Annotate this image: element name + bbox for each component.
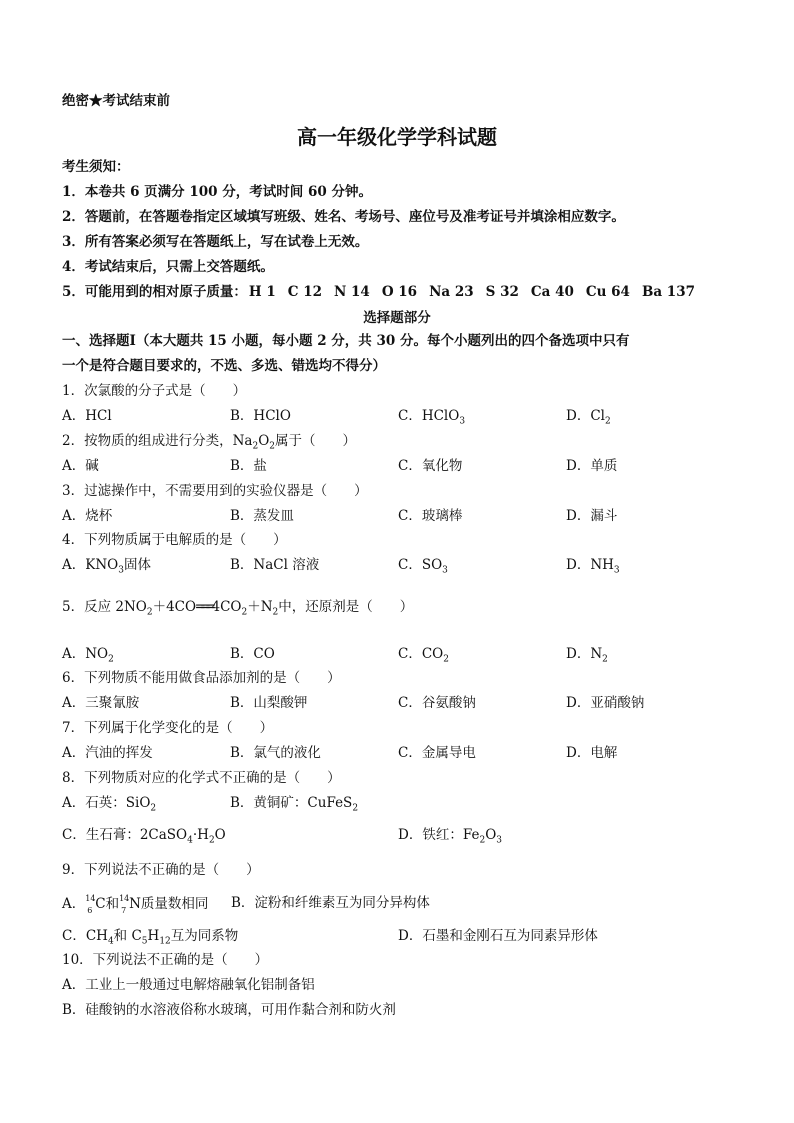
question-stem: 6．下列物质不能用做食品添加剂的是（ ） [62, 670, 341, 686]
option-b: B．黄铜矿：CuFeS$_2$ [230, 795, 359, 814]
masses-label: 5．可能用到的相对原子质量： [62, 284, 247, 300]
notice-item: 4．考试结束后，只需上交答题纸。 [62, 259, 274, 275]
option-b: B．HClO [230, 408, 291, 424]
question-stem: 10．下列说法不正确的是（ ） [62, 952, 269, 968]
isotope-notation: 14 6 [85, 894, 96, 915]
reaction-arrow: ═══ [196, 599, 212, 615]
option-b: B．蒸发皿 [230, 508, 294, 524]
option-d: D．石墨和金刚石互为同素异形体 [398, 928, 598, 944]
option-c: C．谷氨酸钠 [398, 695, 476, 711]
confidential-label: 绝密★考试结束前 [62, 93, 170, 109]
mass-cu: Cu 64 [585, 284, 630, 300]
question-stem: 7．下列属于化学变化的是（ ） [62, 720, 274, 736]
option-c: C．金属导电 [398, 745, 476, 761]
question-stem: 2．按物质的组成进行分类，$Na_2O_2$属于（ ） [62, 433, 356, 452]
option-b: B．硅酸钠的水溶液俗称水玻璃，可用作黏合剂和防火剂 [62, 1002, 396, 1018]
notice-item: 2．答题前，在答题卷指定区域填写班级、姓名、考场号、座位号及准考证号并填涂相应数字。 [62, 209, 625, 225]
option-d: D．$NH_3$ [566, 557, 620, 576]
option-c: C．玻璃棒 [398, 508, 463, 524]
option-a: A．烧杯 [62, 508, 113, 524]
option-c: C．$CH_4$和 $C_5H_{12}$互为同系物 [62, 928, 239, 947]
notice-item: 3．所有答案必须写在答题纸上，写在试卷上无效。 [62, 234, 369, 250]
option-b: B．CO [230, 646, 275, 662]
option-d: D．漏斗 [566, 508, 618, 524]
question-stem: 4．下列物质属于电解质的是（ ） [62, 532, 287, 548]
option-b: B．NaCl 溶液 [230, 557, 320, 573]
option-a: A．石英：SiO$_2$ [62, 795, 157, 814]
option-a: A．碱 [62, 458, 99, 474]
mass-ca: Ca 40 [530, 284, 574, 300]
section-title: 选择题部分 [363, 310, 431, 326]
option-c: C．HClO$_3$ [398, 408, 466, 427]
mass-o: O 16 [381, 284, 418, 300]
option-d: D．单质 [566, 458, 618, 474]
option-a: A．$KNO_3$固体 [62, 557, 151, 576]
isotope-notation: 14 7 [119, 894, 130, 915]
mass-n: N 14 [334, 284, 370, 300]
option-b: B．氯气的液化 [230, 745, 321, 761]
option-b: B．盐 [230, 458, 267, 474]
page-title: 高一年级化学学科试题 [297, 125, 497, 149]
option-c: C．$SO_3$ [398, 557, 448, 576]
option-c: C．氧化物 [398, 458, 463, 474]
option-d: D．亚硝酸钠 [566, 695, 645, 711]
option-c: C．生石膏：$2CaSO_4\cdot H_2O$ [62, 827, 226, 846]
option-a: A．$NO_2$ [62, 646, 114, 665]
mass-c: C 12 [287, 284, 322, 300]
question-stem: 5．反应 $2NO_2+4CO═══4CO_2+N_2$中，还原剂是（ ） [62, 599, 414, 618]
option-d: D．铁红：$Fe_2O_3$ [398, 827, 502, 846]
option-d: D．$N_2$ [566, 646, 608, 665]
option-a: A．工业上一般通过电解熔融氧化铝制备铝 [62, 977, 315, 993]
option-d: D．电解 [566, 745, 618, 761]
option-a: A．HCl [62, 408, 112, 424]
question-stem: 3．过滤操作中，不需要用到的实验仪器是（ ） [62, 483, 368, 499]
option-a: A．三聚氰胺 [62, 695, 140, 711]
section-intro: 一、选择题Ⅰ（本大题共 15 小题，每小题 2 分，共 30 分。每个小题列出的四个备选项中只有 [62, 333, 630, 349]
question-stem: 1．次氯酸的分子式是（ ） [62, 383, 247, 399]
mass-na: Na 23 [429, 284, 474, 300]
option-b: B．山梨酸钾 [230, 695, 308, 711]
section-intro: 一个是符合题目要求的，不选、多选、错选均不得分） [62, 358, 386, 374]
option-a: A． 14 6 C和 14 7 N质量数相同 [62, 894, 209, 915]
mass-h: H 1 [248, 284, 276, 300]
option-d: D．$Cl_2$ [566, 408, 611, 427]
notice-item: 1．本卷共 6 页满分 100 分，考试时间 60 分钟。 [62, 184, 372, 200]
mass-s: S 32 [485, 284, 519, 300]
mass-ba: Ba 137 [641, 284, 695, 300]
option-b: B．淀粉和纤维素互为同分异构体 [231, 895, 430, 911]
question-stem: 9．下列说法不正确的是（ ） [62, 862, 260, 878]
option-c: C．$CO_2$ [398, 646, 449, 665]
option-a: A．汽油的挥发 [62, 745, 153, 761]
question-stem: 8．下列物质对应的化学式不正确的是（ ） [62, 770, 341, 786]
notice-heading: 考生须知： [62, 159, 130, 175]
atomic-masses [62, 282, 707, 302]
